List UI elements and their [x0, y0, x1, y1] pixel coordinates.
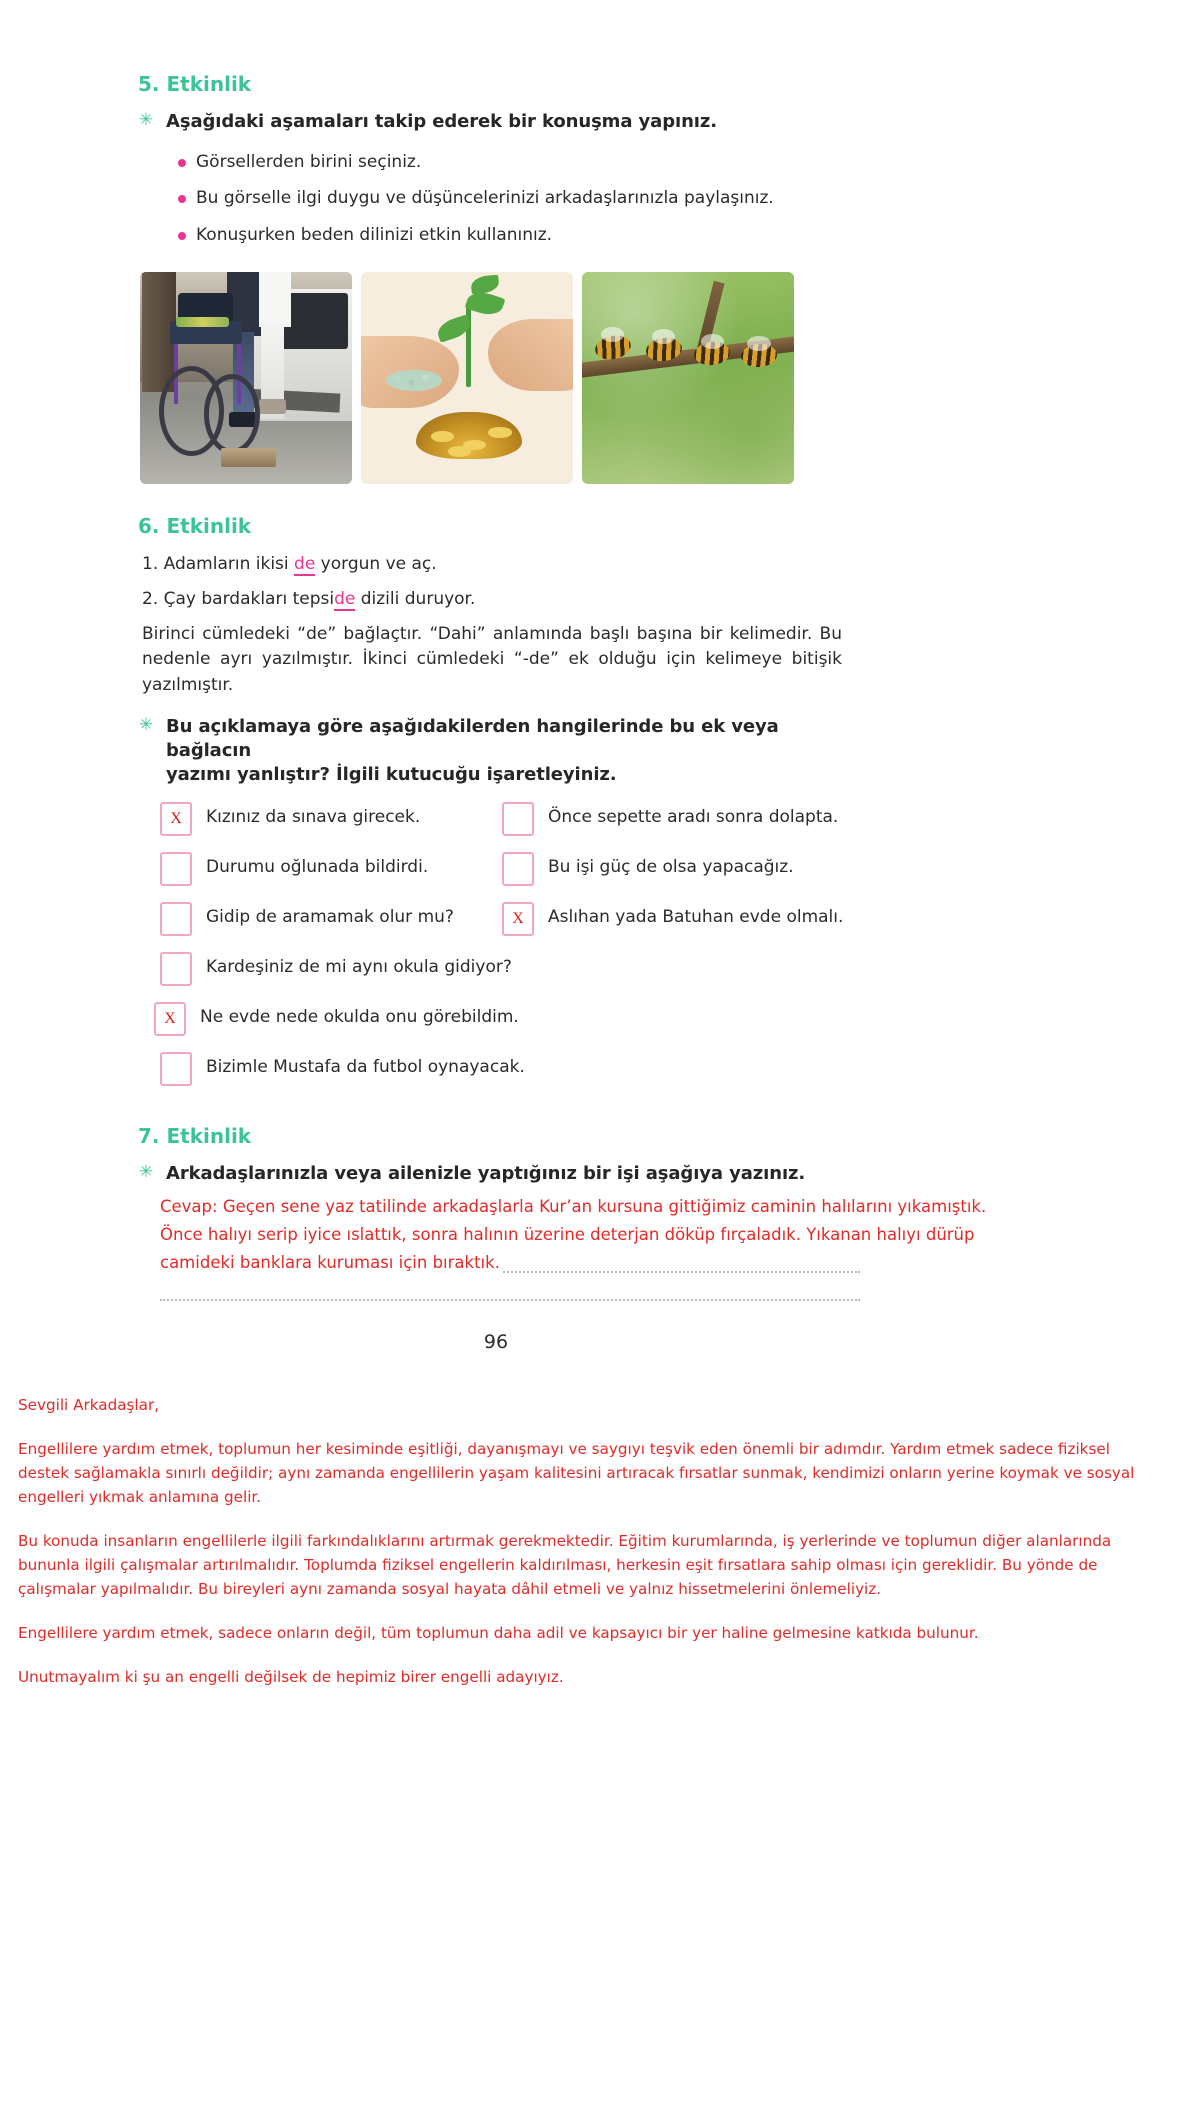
checkbox-option-8[interactable]: [138, 1002, 519, 1036]
checkbox-kardesiniz-de-mi[interactable]: [160, 952, 192, 986]
answer-line[interactable]: [160, 1278, 860, 1305]
activity-7-title: 7. Etkinlik: [138, 1124, 252, 1149]
essay-greeting: Sevgili Arkadaşlar,: [18, 1396, 160, 1415]
activity-6-directive-line-1: Bu açıklamaya göre aşağıdakilerden hangilerinde bu ek veya bağlacın: [166, 716, 779, 761]
sentence-1-before: 1. Adamların ikisi: [142, 554, 295, 575]
checkbox-option-6[interactable]: [490, 902, 842, 936]
page-number: 96: [483, 1331, 509, 1354]
sentence-1-after: yorgun ve aç.: [315, 554, 437, 575]
activity-6-explanation: Birinci cümledeki “de” bağlaçtır. “Dahi” anlamında başlı başına bir kelimedir. Bu nedenle ayrı yazılmıştır. İkinci cümledeki “-de” ek olduğu için kelimeye bitişik yazılmıştır.: [142, 623, 842, 696]
bullet-dot-icon: [178, 159, 186, 167]
answer-text: Cevap: Geçen sene yaz tatilinde arkadaşlarla Kur’an kursuna gittiğimiz caminin halılarını yıkamıştık.: [160, 1197, 989, 1217]
activity-7-directive: [138, 1162, 854, 1186]
sentence-1-highlight: de: [294, 554, 316, 575]
activity-5-directive-text: Aşağıdaki aşamaları takip ederek bir konuşma yapınız.: [166, 111, 717, 132]
essay-paragraph: Engellilere yardım etmek, sadece onların değil, tüm toplumun daha adil ve kapsayıcı bir yer haline gelmesine katkıda bulunur.: [18, 1624, 979, 1643]
example-sentence-2: [138, 587, 854, 612]
bullet-dot-icon: [178, 195, 186, 203]
checkbox-option-9[interactable]: [138, 1052, 525, 1086]
activity-5-section: [138, 72, 854, 484]
answer-text: Önce halıyı serip iyice ıslattık, sonra halının üzerine deterjan döküp fırçaladık. Yıkanan halıyı dürüp: [160, 1225, 978, 1245]
checkbox-once-sepette[interactable]: [502, 802, 534, 836]
activity-5-title: 5. Etkinlik: [138, 72, 252, 96]
checkbox-option-4[interactable]: [490, 852, 842, 886]
option-label: Kardeşiniz de mi aynı okula gidiyor?: [206, 957, 512, 978]
essay-paragraph: Bu konuda insanların engellilerle ilgili farkındalıklarını artırmak gerekmektedir. Eğitim kurumlarında, iş yerlerinde ve toplumun diğer alanlarında bununla ilgili çalışmalar artırılmalıdır. Toplumda fiziksel engellerin kaldırılması, herkesin eşit fırsatlara sahip olması için gereklidir. Bu yönde de çalışmalar yapılmalıdır. Bu bireyleri aynı zamanda sosyal hayata dâhil etmeli ve yalnız hissetmelerini önlemeliyiz.: [18, 1532, 1112, 1599]
table-row: [138, 952, 854, 986]
checkbox-durumu-oglunada[interactable]: [160, 852, 192, 886]
answer-line[interactable]: [160, 1250, 860, 1277]
checkbox-option-1[interactable]: [138, 802, 490, 836]
check-mark-icon: X: [164, 1010, 176, 1028]
checkbox-kiziniz-da[interactable]: [160, 802, 192, 836]
answer-line[interactable]: [160, 1194, 987, 1221]
sentence-2-before: 2. Çay bardakları tepsi: [142, 588, 335, 609]
checkbox-gidip-de[interactable]: [160, 902, 192, 936]
star-icon: ✳: [138, 1162, 154, 1183]
sentence-2-after: dizili duruyor.: [355, 588, 476, 609]
checkbox-ne-evde-nede[interactable]: [154, 1002, 186, 1036]
step-label: Bu görselle ilgi duygu ve düşüncelerinizi arkadaşlarınızla paylaşınız.: [196, 188, 774, 209]
star-icon: ✳: [138, 110, 154, 130]
checkbox-aslihan-yada[interactable]: [502, 902, 534, 936]
wheelchair-assistance-photo: [140, 272, 352, 484]
essay-paragraph: Engellilere yardım etmek, toplumun her kesiminde eşitliği, dayanışmayı ve saygıyı teşvik eden önemli bir adımdır. Yardım etmek sadece fiziksel destek sağlamakla sınırlı değildir; aynı zamanda engellilerin yaşam kalitesini artıracak fırsatlar sunmak, kendimizi onların yerine koymak ve sosyal engelleri yıkmak anlamına gelir.: [18, 1440, 1135, 1507]
activity-5-directive: [138, 110, 854, 134]
checkbox-bizimle-mustafa-da[interactable]: [160, 1052, 192, 1086]
option-label: Kızınız da sınava girecek.: [206, 807, 421, 828]
option-label: Bizimle Mustafa da futbol oynayacak.: [206, 1057, 525, 1078]
activity-6-options-grid: [138, 802, 854, 1086]
essay-paragraph: Unutmayalım ki şu an engelli değilsek de hepimiz birer engelli adayıyız.: [18, 1668, 564, 1687]
option-label: Gidip de aramamak olur mu?: [206, 907, 454, 928]
activity-6-section: [138, 514, 854, 1086]
option-label: Önce sepette aradı sonra dolapta.: [548, 807, 839, 828]
hand-coins-sapling-photo: [361, 272, 573, 484]
option-label: Bu işi güç de olsa yapacağız.: [548, 857, 794, 878]
dotted-rule: [160, 1299, 860, 1301]
step-label: Görsellerden birini seçiniz.: [196, 151, 422, 172]
table-row: [138, 1052, 854, 1086]
table-row: [138, 1002, 854, 1036]
option-label: Durumu oğlunada bildirdi.: [206, 857, 429, 878]
example-sentence-1: [138, 552, 854, 577]
essay-block: [0, 1353, 1180, 1689]
checkbox-option-5[interactable]: [138, 902, 490, 936]
checkbox-option-7[interactable]: [138, 952, 512, 986]
list-item: [138, 150, 854, 176]
step-label: Konuşurken beden dilinizi etkin kullanınız.: [196, 224, 553, 245]
table-row: [138, 902, 854, 936]
star-icon: ✳: [138, 715, 154, 736]
check-mark-icon: X: [512, 910, 524, 928]
table-row: [138, 852, 854, 886]
answer-text: camideki banklara kuruması için bıraktık.: [160, 1253, 503, 1273]
activity-6-title: 6. Etkinlik: [138, 514, 252, 539]
activity-7-answer-area[interactable]: [138, 1194, 987, 1305]
list-item: [138, 186, 854, 212]
table-row: [138, 802, 854, 836]
answer-line[interactable]: [160, 1222, 975, 1249]
option-label: Aslıhan yada Batuhan evde olmalı.: [548, 907, 844, 928]
activity-7-directive-text: Arkadaşlarınızla veya ailenizle yaptığınız bir işi aşağıya yazınız.: [166, 1163, 806, 1185]
bullet-dot-icon: [178, 232, 186, 240]
checkbox-bu-isi-guc-de[interactable]: [502, 852, 534, 886]
checkbox-option-2[interactable]: [490, 802, 842, 836]
bees-on-branch-photo: [582, 272, 794, 484]
checkbox-option-3[interactable]: [138, 852, 490, 886]
activity-5-image-strip: [140, 272, 792, 484]
list-item: [138, 223, 854, 249]
activity-6-directive: [138, 715, 854, 786]
activity-6-directive-line-2: yazımı yanlıştır? İlgili kutucuğu işaretleyiniz.: [166, 763, 617, 785]
option-label: Ne evde nede okulda onu görebildim.: [200, 1007, 519, 1028]
activity-7-section: [138, 1124, 987, 1305]
sentence-2-highlight: de: [334, 588, 356, 609]
check-mark-icon: X: [170, 810, 182, 828]
activity-5-steps-list: [138, 150, 854, 249]
